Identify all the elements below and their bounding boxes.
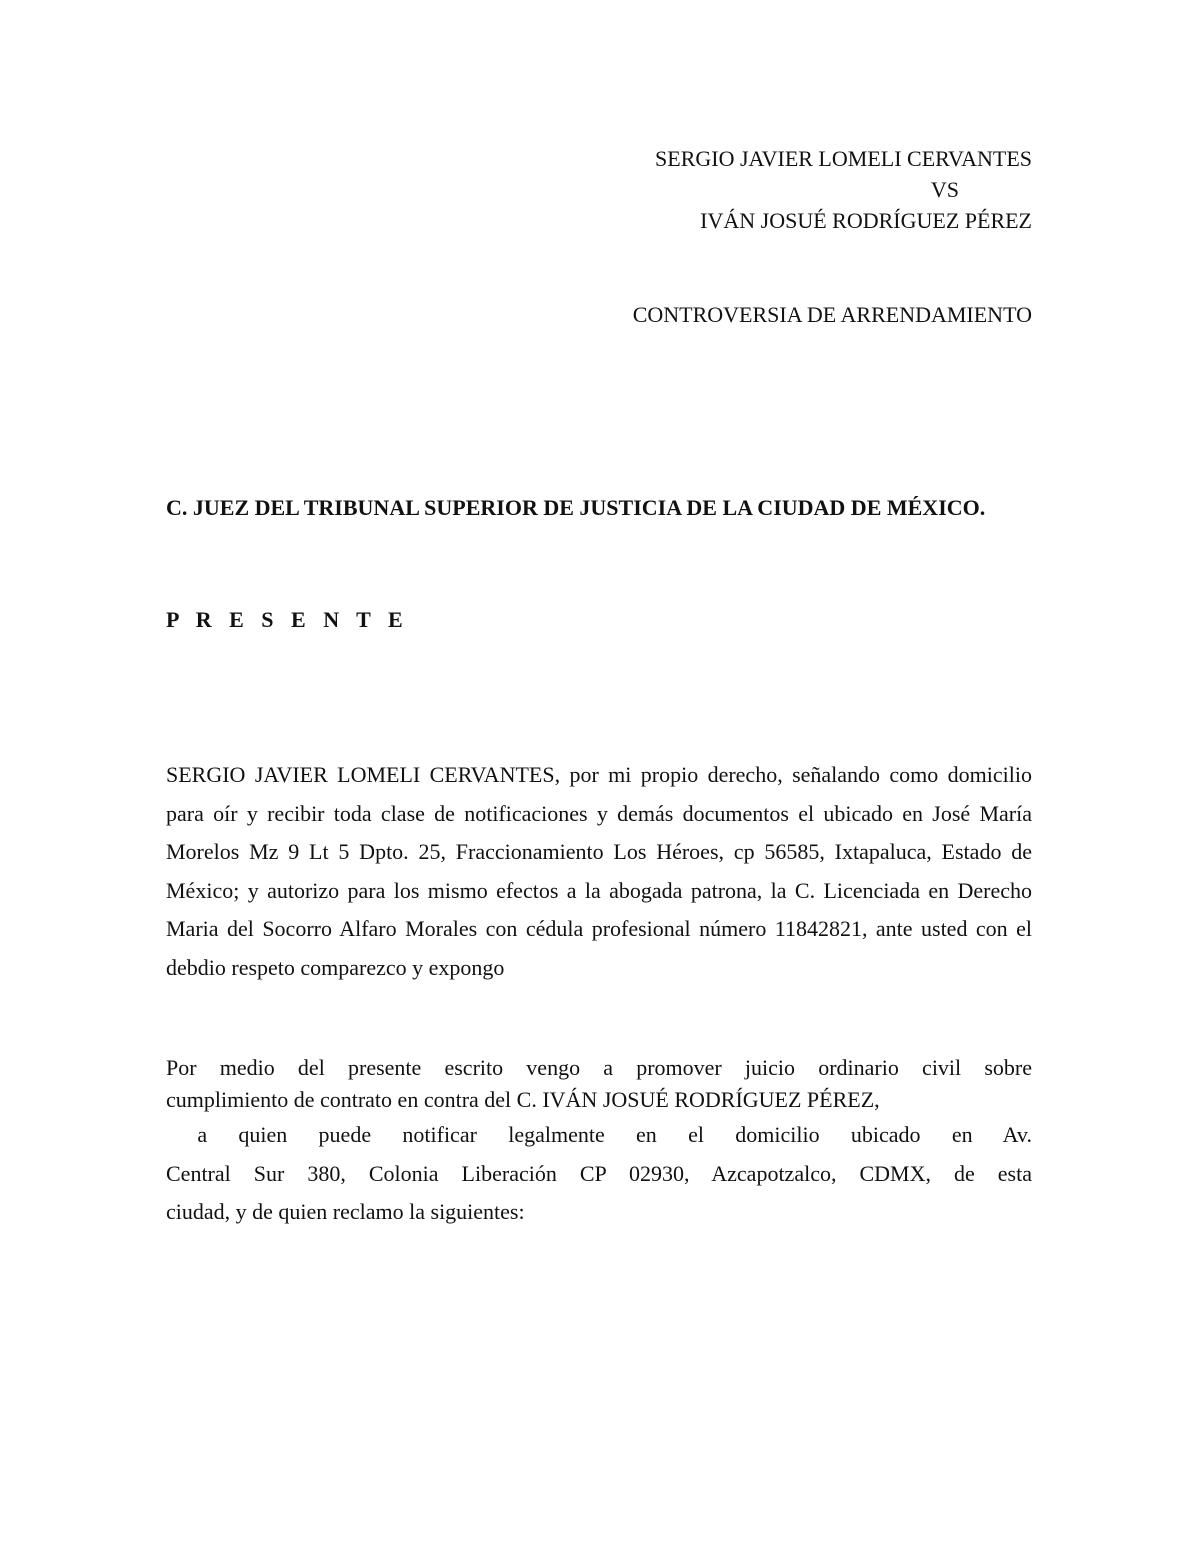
paragraph-claim xyxy=(166,1052,1032,1232)
presente-heading: P R E S E N T E xyxy=(166,607,409,632)
paragraph-claim-line: Central Sur 380, Colonia Liberación CP 02930, Azcapotzalco, CDMX, de esta xyxy=(166,1160,1032,1186)
caption-versus: VS xyxy=(930,177,959,202)
paragraph-appearance: SERGIO JAVIER LOMELI CERVANTES, por mi propio derecho, señalando como domicilio para oír y recibir toda clase de notificaciones y demás documentos el ubicado en José María Morelos Mz 9 Lt 5 Dpto. 25, Fraccionamiento Los Héroes, cp 56585, Ixtapaluca, Estado de México; y autorizo para los mismo efectos a la abogada patrona, la C. Licenciada en Derecho Maria del Socorro Alfaro Morales con cédula profesional número 11842821, ante usted con el debdio respeto comparezco y expongo xyxy=(166,762,1032,980)
caption-case-type: CONTROVERSIA DE ARRENDAMIENTO xyxy=(632,302,1032,327)
caption-defendant: IVÁN JOSUÉ RODRÍGUEZ PÉREZ xyxy=(700,208,1032,233)
paragraph-claim-line: cumplimiento de contrato en contra del C. IVÁN JOSUÉ RODRÍGUEZ PÉREZ, xyxy=(166,1087,880,1112)
paragraph-claim-line: a quien puede notificar legalmente en el domicilio ubicado en Av. xyxy=(166,1122,1033,1147)
paragraph-claim-line: ciudad, y de quien reclamo la siguientes: xyxy=(166,1199,525,1224)
paragraph-claim-line: Por medio del presente escrito vengo a promover juicio ordinario civil sobre xyxy=(166,1055,1032,1080)
addressee-heading: C. JUEZ DEL TRIBUNAL SUPERIOR DE JUSTICIA DE LA CIUDAD DE MÉXICO. xyxy=(166,495,986,520)
caption-plaintiff: SERGIO JAVIER LOMELI CERVANTES xyxy=(655,146,1032,171)
